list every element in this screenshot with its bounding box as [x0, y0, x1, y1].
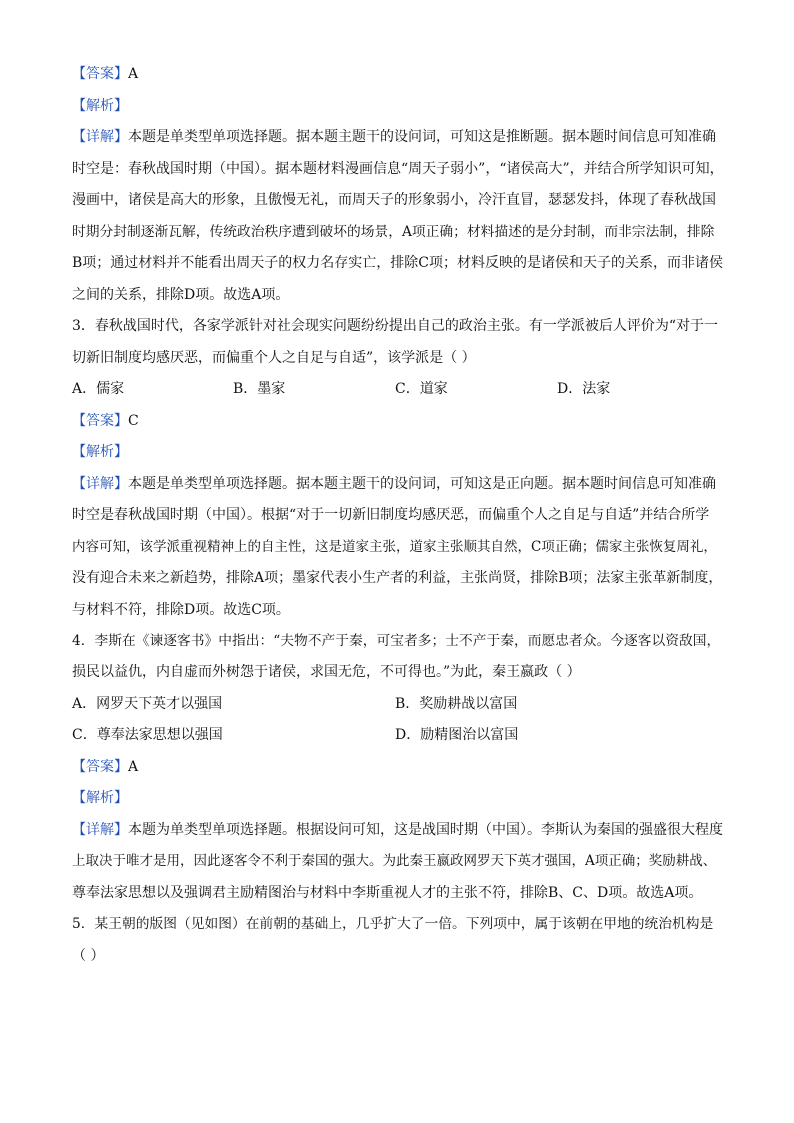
detail-label: 【详解】: [72, 476, 128, 492]
q4-detail-line-3: 尊奉法家思想以及强调君主励精图治与材料中李斯重视人才的主张不符，排除B、C、D项。故选A项。: [72, 885, 703, 901]
q2-analysis-label: [72, 96, 724, 116]
q4-stem-line-2: 损民以益仇，内自虚而外树怨于诸侯，求国无危，不可得也。”为此，秦王嬴政（ ）: [72, 664, 581, 680]
q3-option-a: A．儒家: [72, 381, 125, 397]
answer-label: 【答案】: [72, 759, 128, 775]
q3-detail-line-4: 没有迎合未来之新趋势，排除A项；墨家代表小生产者的利益，主张尚贤，排除B项；法家主张革新制度，: [72, 570, 723, 586]
q4-answer: [72, 757, 724, 777]
q4-option-b: B．奖励耕战以富国: [395, 696, 518, 712]
q2-detail-line-4: 时期分封制逐渐瓦解，传统政治秩序遭到破坏的场景，A项正确；材料描述的是分封制，而非宗法制，排除: [72, 224, 715, 240]
q2-detail-line-6: 之间的关系，排除D项。故选A项。: [72, 287, 290, 303]
q3-detail-line-3: 内容可知，该学派重视精神上的自主性，这是道家主张，道家主张顺其自然，C项正确；儒家主张恢复周礼，: [72, 539, 717, 555]
q3-stem-line-1: 3．春秋战国时代，各家学派针对社会现实问题纷纷提出自己的政治主张。有一学派被后人评价为“对于一: [72, 318, 719, 334]
answer-label: 【答案】: [72, 66, 128, 82]
analysis-label: 【解析】: [72, 98, 128, 114]
analysis-label: 【解析】: [72, 444, 128, 460]
detail-text: 本题是单类型单项选择题。据本题主题干的设问词，可知这是正向题。据本题时间信息可知准确: [128, 476, 716, 492]
q4-detail-line-2: 上取决于唯才是用，因此逐客令不利于秦国的强大。为此秦王嬴政网罗天下英才强国，A项正确；奖励耕战、: [72, 853, 717, 869]
q3-option-c: C．道家: [395, 381, 448, 397]
q4-option-c: C．尊奉法家思想以强国: [72, 727, 223, 743]
q2-detail-line-1: [72, 127, 724, 147]
q2-answer: [72, 64, 724, 84]
q2-detail-line-5: B项；通过材料并不能看出周天子的权力名存实亡，排除C项；材料反映的是诸侯和天子的关系，而非诸侯: [72, 255, 723, 271]
detail-label: 【详解】: [72, 129, 128, 145]
analysis-label: 【解析】: [72, 790, 128, 806]
q3-detail-line-5: 与材料不符，排除D项。故选C项。: [72, 602, 290, 618]
q3-answer: [72, 411, 724, 431]
q4-detail-line-1: [72, 820, 724, 840]
q4-option-d: D．励精图治以富国: [395, 727, 519, 743]
q2-detail-line-2: 时空是：春秋战国时期（中国）。据本题材料漫画信息“周天子弱小”，“诸侯高大”，并结合所学知识可知，: [72, 161, 724, 177]
detail-text: 本题为单类型单项选择题。根据设问可知，这是战国时期（中国）。李斯认为秦国的强盛很大程度: [128, 822, 723, 838]
q3-option-b: B．墨家: [233, 381, 286, 397]
detail-label: 【详解】: [72, 822, 128, 838]
q4-stem-line-1: 4．李斯在《谏逐客书》中指出：“夫物不产于秦，可宝者多；士不产于秦，而愿忠者众。今逐客以资敌国，: [72, 633, 721, 649]
answer-label: 【答案】: [72, 413, 128, 429]
q3-detail-line-1: [72, 474, 724, 494]
detail-text: 本题是单类型单项选择题。据本题主题干的设问词，可知这是推断题。据本题时间信息可知准确: [128, 129, 716, 145]
q4-option-a: A．网罗天下英才以强国: [72, 696, 223, 712]
q3-option-d: D．法家: [557, 381, 611, 397]
q5-stem-line-2: （ ）: [72, 948, 105, 964]
q2-detail-line-3: 漫画中，诸侯是高大的形象，且傲慢无礼，而周天子的形象弱小，冷汗直冒，瑟瑟发抖，体现了春秋战国: [72, 192, 716, 208]
q4-analysis-label: [72, 788, 724, 808]
answer-value: C: [128, 413, 139, 429]
q3-stem-line-2: 切新旧制度均感厌恶，而偏重个人之自足与自适”，该学派是（ ）: [72, 350, 476, 366]
q3-analysis-label: [72, 442, 724, 462]
q3-detail-line-2: 时空是春秋战国时期（中国）。根据“对于一切新旧制度均感厌恶，而偏重个人之自足与自适”并结合所学: [72, 507, 710, 523]
answer-value: A: [128, 66, 139, 82]
answer-value: A: [128, 759, 139, 775]
q5-stem-line-1: 5．某王朝的版图（见如图）在前朝的基础上，几乎扩大了一倍。下列项中，属于该朝在甲地的统治机构是: [72, 916, 714, 932]
